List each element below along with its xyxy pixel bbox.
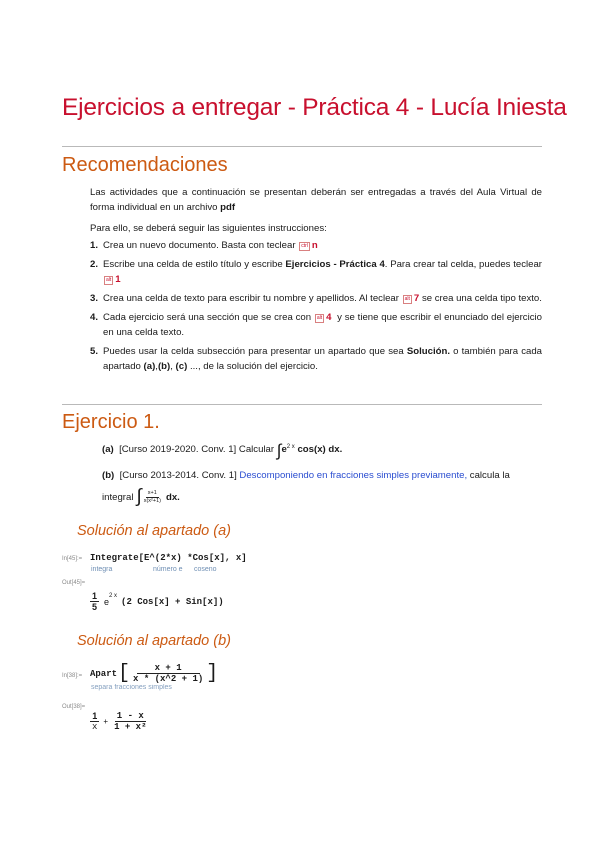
fraction-denominator: x bbox=[92, 722, 98, 732]
list-text: se crea una celda tipo texto. bbox=[421, 293, 542, 304]
subsection-solucion-b bbox=[77, 633, 231, 649]
alt-key-icon: alt bbox=[106, 277, 112, 283]
part-label: (b) bbox=[102, 470, 115, 481]
fracciones-link[interactable]: Descomponiendo en fracciones simples previamente, bbox=[239, 470, 468, 481]
intro-paragraph bbox=[90, 185, 542, 215]
part-label: (a) bbox=[102, 444, 114, 455]
list-item bbox=[90, 310, 542, 340]
section-heading-ejercicio: Ejercicio 1. bbox=[62, 411, 160, 433]
code-hint: número e bbox=[153, 566, 183, 573]
output-label: Out[38]= bbox=[62, 704, 86, 710]
exercise-part-b bbox=[102, 470, 510, 481]
instruction-list bbox=[90, 238, 542, 378]
list-bold: (b) bbox=[157, 361, 171, 372]
list-text: . Para crear tal celda, puedes teclear bbox=[384, 259, 542, 270]
list-number: 3. bbox=[90, 293, 99, 304]
result-fraction bbox=[90, 591, 99, 612]
list-bold: Solución. bbox=[406, 346, 450, 357]
shortcut-key: 7 bbox=[413, 293, 420, 304]
input-cell-integrate[interactable]: Integrate[E^(2*x) *Cos[x], x] bbox=[90, 553, 247, 563]
list-item: 5. Puedes usar la celda subsección para presentar un apartado que sea Solución. o también para cada apartado (a),(b), (c) ..., de la solución del ejercicio. bbox=[90, 346, 543, 372]
fraction-denominator: x * (x^2 + 1) bbox=[133, 674, 204, 684]
fraction-numerator: 1 bbox=[92, 591, 98, 601]
list-number: 1. bbox=[90, 240, 99, 251]
output-cell-integrate bbox=[90, 591, 224, 612]
open-bracket: [ bbox=[118, 662, 131, 685]
integral-sign-icon: ∫ bbox=[276, 441, 282, 460]
list-number: 4. bbox=[90, 312, 99, 323]
ctrl-key-icon: ctrl bbox=[301, 243, 308, 249]
differential: dx. bbox=[165, 491, 180, 503]
result-term-2 bbox=[112, 711, 148, 732]
apart-fraction bbox=[131, 663, 205, 684]
fraction-denominator: 1 + x² bbox=[114, 722, 147, 732]
input-cell-apart[interactable] bbox=[90, 662, 218, 685]
subsection-solucion-a bbox=[77, 523, 231, 539]
result-term-1 bbox=[90, 711, 99, 732]
list-number: 5. bbox=[90, 346, 99, 357]
integrand-rest: cos(x) dx. bbox=[297, 444, 343, 455]
section-heading-recomendaciones: Recomendaciones bbox=[62, 154, 228, 176]
list-bold: Ejercicios - Práctica 4 bbox=[285, 259, 385, 270]
shortcut-key: n bbox=[311, 240, 318, 251]
euler-e: e bbox=[104, 596, 110, 607]
fraction-denominator: x(x²+1) bbox=[143, 497, 161, 504]
subsection-letter: (b) bbox=[213, 633, 231, 649]
subsection-title: Solución al apartado bbox=[77, 523, 210, 539]
list-text: Crea una celda de texto para escribir tu nombre y apellidos. Al teclear bbox=[103, 293, 399, 304]
plus-sign: + bbox=[103, 717, 109, 726]
input-label: In[38]:= bbox=[62, 673, 83, 679]
list-item bbox=[90, 238, 542, 253]
part-text: [Curso 2019-2020. Conv. 1] Calcular bbox=[119, 444, 275, 455]
subsection-title: Solución al apartado bbox=[77, 633, 210, 649]
exponent: 2 x bbox=[286, 443, 295, 450]
list-text: Escribe una celda de estilo título y escribe bbox=[103, 259, 283, 270]
fraction-numerator: x + 1 bbox=[137, 663, 200, 674]
intro-text: Las actividades que a continuación se presentan deberán ser entregadas a través del Aula Virtual de forma individual en un archivo bbox=[90, 187, 542, 213]
exercise-part-b-integral bbox=[102, 486, 180, 508]
output-cell-apart bbox=[90, 711, 148, 732]
result-body: (2 Cos[x] + Sin[x]) bbox=[121, 596, 224, 607]
input-label: In[45]:= bbox=[62, 556, 83, 562]
output-label: Out[45]= bbox=[62, 580, 86, 586]
list-text: Crea un nuevo documento. Basta con teclear bbox=[103, 240, 296, 251]
list-item bbox=[90, 291, 542, 306]
list-text: o también para cada apartado bbox=[103, 346, 543, 372]
exponent: 2 x bbox=[109, 593, 118, 599]
part-text: calcula la bbox=[469, 470, 510, 481]
intro-paragraph-2: Para ello, se deberá seguir las siguientes instrucciones: bbox=[90, 223, 327, 234]
code-hint: integra bbox=[91, 566, 113, 573]
code-hint: separa fracciones simples bbox=[91, 684, 172, 691]
list-bold: (a) bbox=[143, 361, 156, 372]
integral-sign-icon: ∫ bbox=[136, 486, 142, 507]
close-bracket: ] bbox=[206, 662, 219, 685]
intro-pdf: pdf bbox=[220, 202, 236, 213]
exercise-part-a bbox=[102, 441, 342, 461]
list-text: Puedes usar la celda subsección para presentar un apartado que sea bbox=[103, 346, 404, 357]
integrand: e bbox=[281, 444, 287, 455]
function-name: Apart bbox=[90, 668, 118, 679]
fraction-denominator: 5 bbox=[92, 602, 98, 612]
alt-key-icon: alt bbox=[316, 315, 323, 321]
list-item bbox=[90, 257, 542, 287]
page-title: Ejercicios a entregar - Práctica 4 - Lucía Iniesta bbox=[62, 94, 567, 121]
list-bold: (c) bbox=[175, 361, 188, 372]
list-text: ..., de la solución del ejercicio. bbox=[189, 361, 318, 372]
title-divider bbox=[62, 146, 542, 147]
subsection-letter: (a) bbox=[213, 523, 231, 539]
shortcut-key: 1 bbox=[115, 274, 121, 285]
fraction-numerator: 1 bbox=[92, 711, 98, 721]
part-text: integral bbox=[102, 491, 134, 503]
integrand-fraction bbox=[142, 490, 163, 505]
section-divider bbox=[62, 404, 542, 405]
shortcut-key: 4 bbox=[326, 312, 332, 323]
alt-key-icon: alt bbox=[404, 296, 410, 302]
fraction-numerator: x+1 bbox=[147, 489, 157, 496]
fraction-numerator: 1 - x bbox=[116, 711, 144, 721]
list-text: y se tiene que escribir el enunciado del ejercicio en una celda texto. bbox=[103, 312, 542, 338]
list-number: 2. bbox=[90, 259, 99, 270]
code-hint: coseno bbox=[194, 566, 217, 573]
list-text: Cada ejercicio será una sección que se crea con bbox=[103, 312, 312, 323]
part-text: [Curso 2013-2014. Conv. 1] bbox=[119, 470, 237, 481]
